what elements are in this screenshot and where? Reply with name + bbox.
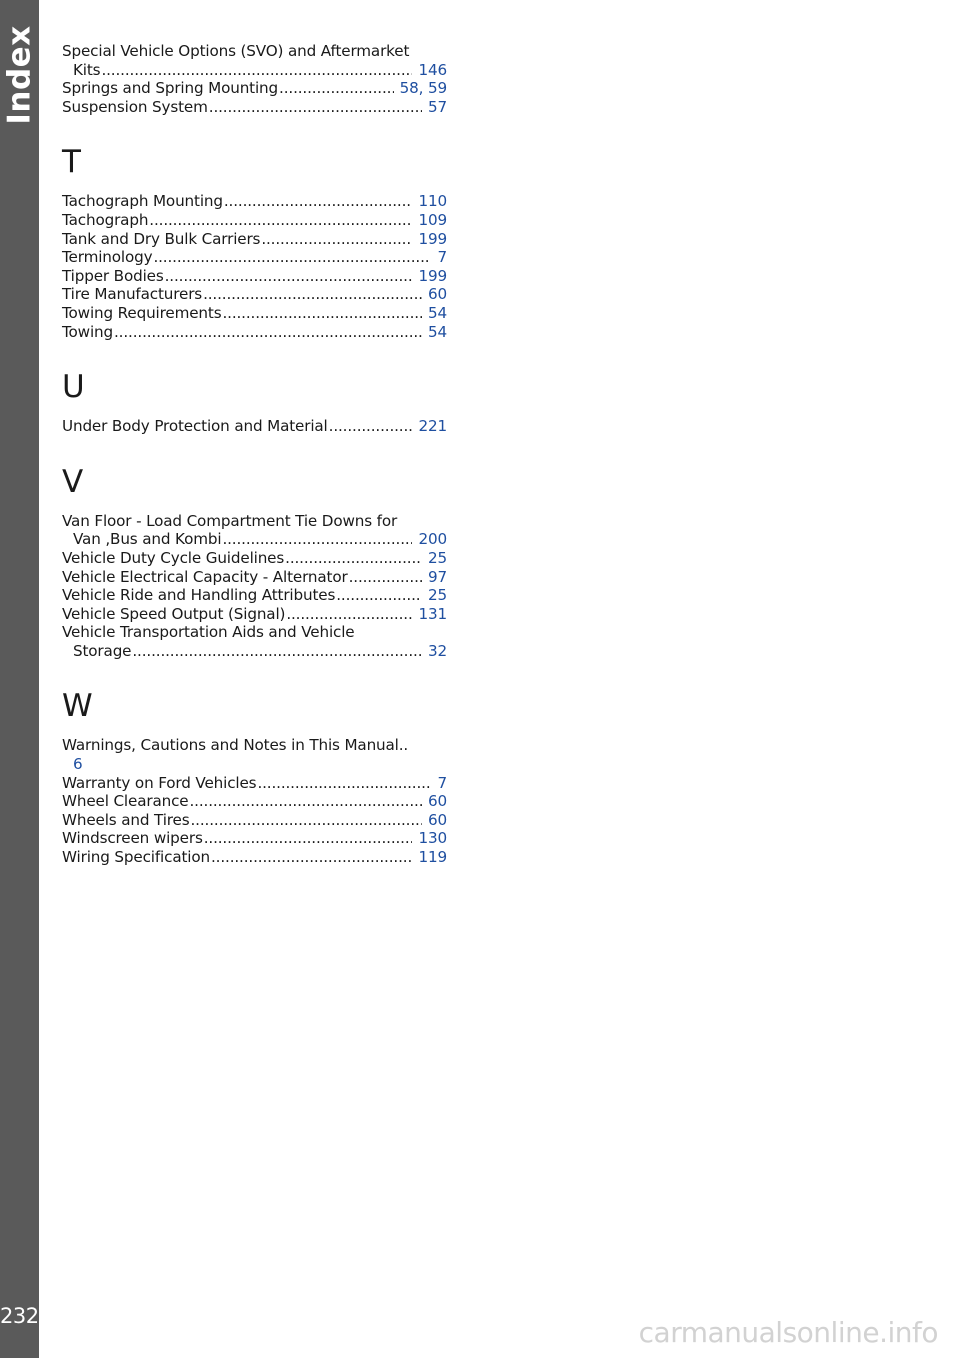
- index-entry-label: Springs and Spring Mounting: [62, 79, 279, 98]
- page-reference-link[interactable]: 221: [418, 417, 447, 436]
- index-entry-label: Tachograph: [62, 210, 149, 229]
- dot-leader: [222, 530, 412, 549]
- index-entry: [62, 829, 447, 848]
- dot-leader: [165, 267, 413, 286]
- index-entry-line: [62, 79, 447, 98]
- page-reference-link[interactable]: 54: [427, 303, 447, 322]
- dot-leader: [286, 605, 412, 624]
- page-reference-link[interactable]: 25: [427, 586, 447, 605]
- index-entry: [62, 267, 447, 286]
- page-reference-link[interactable]: 146: [418, 60, 447, 79]
- index-entry-label: Kits: [73, 60, 101, 79]
- dot-leader: [101, 61, 412, 80]
- index-entry-line: [62, 605, 447, 624]
- index-entry-line: [62, 192, 447, 211]
- index-section: [62, 369, 447, 436]
- section-letter-heading: V: [62, 463, 84, 500]
- index-entry: [62, 42, 447, 79]
- dot-leader: [189, 792, 421, 811]
- index-entry: [62, 98, 447, 117]
- index-entry-line: [62, 530, 447, 549]
- index-entry-first-line: Vehicle Transportation Aids and Vehicle: [62, 623, 355, 642]
- index-entry: [62, 248, 447, 267]
- index-entry-label: Wheel Clearance: [62, 792, 189, 811]
- page-reference-link[interactable]: 130: [418, 829, 447, 848]
- page-reference-link[interactable]: 60: [427, 792, 447, 811]
- index-entry: [62, 568, 447, 587]
- index-entry-label: Towing: [62, 322, 113, 341]
- watermark: carmanualsonline.info: [638, 1316, 938, 1349]
- index-entry: [62, 811, 447, 830]
- index-entry-label: Wheels and Tires: [62, 810, 190, 829]
- dot-leader: [132, 642, 422, 661]
- section-tab-label: Index: [1, 25, 38, 125]
- page-reference-link[interactable]: 60: [427, 285, 447, 304]
- index-entry-label: Vehicle Ride and Handling Attributes: [62, 586, 336, 605]
- page-reference-link[interactable]: 57: [427, 97, 447, 116]
- index-entry: [62, 549, 447, 568]
- index-entry: [62, 192, 447, 211]
- index-entry-line: [62, 848, 447, 867]
- index-entry-line: [62, 586, 447, 605]
- index-entry-line: [62, 568, 447, 587]
- index-entry-label: Suspension System: [62, 97, 208, 116]
- dot-leader: [257, 774, 431, 793]
- page-reference-link[interactable]: 119: [418, 848, 447, 867]
- index-entry-line: [62, 792, 447, 811]
- index-entry-line: [62, 811, 447, 830]
- index-entry-line: [62, 248, 447, 267]
- index-entry-line: [62, 549, 447, 568]
- index-entry-label: Tire Manufacturers: [62, 285, 203, 304]
- index-entry-line: [62, 211, 447, 230]
- section-letter-heading: U: [62, 369, 85, 406]
- index-entry-label: Vehicle Duty Cycle Guidelines: [62, 548, 285, 567]
- page-reference-link[interactable]: 32: [427, 641, 447, 660]
- index-entry: [62, 736, 447, 773]
- page-reference-link[interactable]: 60: [427, 810, 447, 829]
- index-entry-line: [62, 642, 447, 661]
- index-entry: [62, 848, 447, 867]
- index-entry-line: [62, 774, 447, 793]
- dot-leader: [336, 586, 422, 605]
- page-reference-link[interactable]: 58, 59: [399, 79, 447, 98]
- page-reference-link[interactable]: 97: [427, 567, 447, 586]
- index-entry-line: [62, 417, 447, 436]
- page-reference-link[interactable]: 110: [418, 192, 447, 211]
- index-entry: [62, 79, 447, 98]
- index-entry: [62, 285, 447, 304]
- index-entry-line: [62, 285, 447, 304]
- dot-leader: [285, 549, 422, 568]
- dot-leader: [209, 98, 422, 117]
- index-entry-label: Storage: [73, 641, 132, 660]
- page-reference-link[interactable]: 200: [418, 530, 447, 549]
- dot-leader: [149, 211, 412, 230]
- index-entry-label: Under Body Protection and Material: [62, 417, 328, 436]
- index-entry-label: Wiring Specification: [62, 848, 210, 867]
- dot-leader: [261, 230, 412, 249]
- section-tab-title: [0, 10, 39, 140]
- index-entry: [62, 774, 447, 793]
- sidebar-tab: [0, 0, 39, 1358]
- index-entry: [62, 304, 447, 323]
- index-entry-label: Towing Requirements: [62, 303, 222, 322]
- page-reference-link[interactable]: 199: [418, 229, 447, 248]
- index-entry-first-line: Warnings, Cautions and Notes in This Manual..: [62, 736, 409, 755]
- index-entry-line: [62, 230, 447, 249]
- index-entry-label: Windscreen wipers: [62, 829, 203, 848]
- page-reference-link[interactable]: 6: [73, 755, 83, 774]
- index-entry-label: Terminology: [62, 248, 153, 267]
- page-reference-link[interactable]: 7: [437, 773, 447, 792]
- index-entry-line: [62, 829, 447, 848]
- index-entry: [62, 605, 447, 624]
- dot-leader: [222, 304, 422, 323]
- dot-leader: [224, 192, 413, 211]
- index-section: [62, 464, 447, 661]
- index-section: [62, 144, 447, 341]
- index-entry-line: [62, 304, 447, 323]
- index-entry: [62, 211, 447, 230]
- dot-leader: [211, 848, 412, 867]
- index-section: [62, 688, 447, 866]
- index-column: [62, 42, 447, 867]
- page-reference-link[interactable]: 25: [427, 548, 447, 567]
- index-entry-line: [62, 98, 447, 117]
- index-entry-label: Vehicle Electrical Capacity - Alternator: [62, 567, 348, 586]
- index-entry-line: [62, 61, 447, 80]
- index-section: [62, 42, 447, 116]
- dot-leader: [153, 248, 431, 267]
- page-number: 232: [0, 1304, 39, 1328]
- index-entry-first-line: Van Floor - Load Compartment Tie Downs for: [62, 511, 398, 530]
- index-entry-label: Vehicle Speed Output (Signal): [62, 604, 286, 623]
- section-letter-heading: T: [62, 144, 81, 181]
- dot-leader: [349, 568, 422, 587]
- index-entry: [62, 623, 447, 660]
- index-entry-line: [62, 323, 447, 342]
- index-entry: [62, 323, 447, 342]
- index-entry-label: Van ,Bus and Kombi: [73, 530, 222, 549]
- section-letter-heading: W: [62, 688, 93, 725]
- page-reference-link[interactable]: 109: [418, 210, 447, 229]
- dot-leader: [329, 417, 413, 436]
- index-entry: [62, 512, 447, 549]
- dot-leader: [279, 79, 394, 98]
- index-entry: [62, 792, 447, 811]
- dot-leader: [191, 811, 422, 830]
- dot-leader: [204, 829, 413, 848]
- index-entry-label: Tank and Dry Bulk Carriers: [62, 229, 261, 248]
- index-entry-label: Tachograph Mounting: [62, 192, 223, 211]
- page-reference-link[interactable]: 54: [427, 322, 447, 341]
- index-entry-line: [62, 267, 447, 286]
- page-reference-link[interactable]: 7: [437, 248, 447, 267]
- index-entry-label: Warranty on Ford Vehicles: [62, 773, 257, 792]
- dot-leader: [114, 323, 422, 342]
- index-entry: [62, 230, 447, 249]
- dot-leader: [203, 285, 422, 304]
- index-entry: [62, 417, 447, 436]
- index-entry: [62, 586, 447, 605]
- index-entry-first-line: Special Vehicle Options (SVO) and Aftermarket: [62, 42, 410, 60]
- index-entry-label: Tipper Bodies: [62, 266, 164, 285]
- page-reference-link[interactable]: 199: [418, 266, 447, 285]
- page-reference-link[interactable]: 131: [418, 604, 447, 623]
